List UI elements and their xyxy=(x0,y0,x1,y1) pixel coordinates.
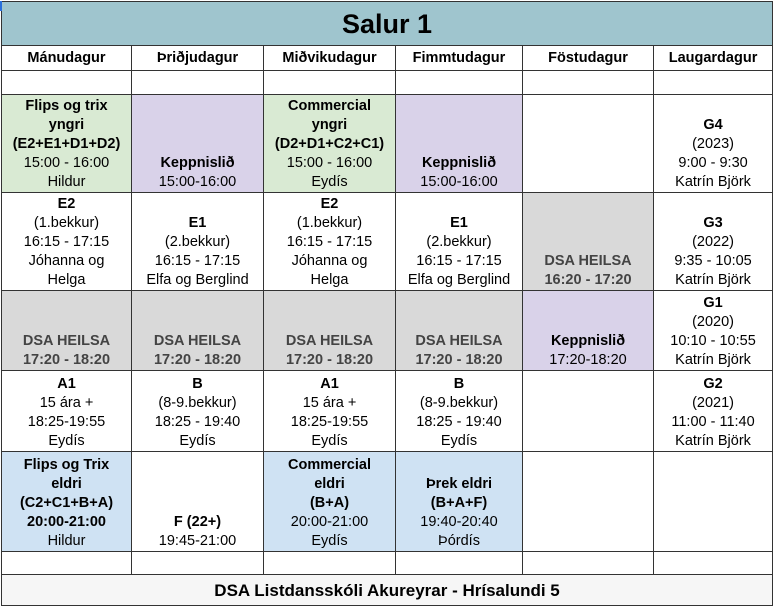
cell-line: G4 xyxy=(703,117,723,133)
empty-cell xyxy=(132,552,264,575)
spacer-row xyxy=(2,71,773,95)
cell-line: Helga xyxy=(47,272,86,288)
class-cell xyxy=(523,452,654,552)
day-header-tuesday: Þriðjudagur xyxy=(132,46,264,71)
footer-address: DSA Listdansskóli Akureyrar - Hrísalundi 5 xyxy=(2,575,773,606)
day-header-friday: Föstudagur xyxy=(523,46,654,71)
day-header-monday: Mánudagur xyxy=(2,46,132,71)
cell-line: A1 xyxy=(57,376,76,392)
cell-line: 16:15 - 17:15 xyxy=(286,234,373,250)
cell-line: eldri xyxy=(51,476,82,492)
cell-line: Jóhanna og xyxy=(28,253,105,269)
class-cell xyxy=(264,452,396,552)
class-cell xyxy=(654,371,773,452)
class-cell xyxy=(523,95,654,193)
cell-line: (8-9.bekkur) xyxy=(158,395,237,411)
empty-cell xyxy=(523,552,654,575)
cell-line: 15:00 - 16:00 xyxy=(286,155,373,171)
cell-line: 9:35 - 10:05 xyxy=(674,253,752,269)
cell-line: G3 xyxy=(703,215,723,231)
cell-line: Katrín Björk xyxy=(675,272,751,288)
class-cell xyxy=(2,95,132,193)
cell-line: 18:25 - 19:40 xyxy=(416,414,502,430)
cell-line: (8-9.bekkur) xyxy=(419,395,499,411)
cell-line: (D2+D1+C2+C1) xyxy=(274,136,385,152)
cell-line: (2020) xyxy=(692,314,734,330)
cell-line: Keppnislið xyxy=(421,155,497,171)
cell-line: 17:20 - 18:20 xyxy=(22,352,111,368)
cell-line: 18:25 - 19:40 xyxy=(154,414,241,430)
schedule-sheet xyxy=(0,1,773,612)
cell-line: (2022) xyxy=(692,234,734,250)
empty-cell xyxy=(654,71,773,95)
schedule-row-4 xyxy=(2,371,773,452)
class-cell xyxy=(396,452,523,552)
class-cell xyxy=(396,193,523,291)
empty-cell xyxy=(654,552,773,575)
cell-line: Flips og Trix xyxy=(23,457,110,473)
cell-line: 18:25-19:55 xyxy=(27,414,106,430)
cell-line: 17:20 - 18:20 xyxy=(153,352,242,368)
class-cell xyxy=(2,452,132,552)
cell-line: E1 xyxy=(188,215,207,231)
cell-line: 17:20 - 18:20 xyxy=(415,352,503,368)
cell-line: 15:00 - 16:00 xyxy=(23,155,110,171)
class-cell xyxy=(2,371,132,452)
cell-line: Commercial xyxy=(287,98,371,114)
class-cell xyxy=(523,291,654,371)
schedule-row-3 xyxy=(2,291,773,371)
cell-line: 19:45-21:00 xyxy=(158,533,237,549)
cell-line: 17:20 - 18:20 xyxy=(285,352,374,368)
cell-line: 16:20 - 17:20 xyxy=(544,272,632,288)
cell-line: Katrín Björk xyxy=(675,352,751,368)
class-cell xyxy=(132,452,264,552)
day-header-wednesday: Miðvikudagur xyxy=(264,46,396,71)
schedule-row-5 xyxy=(2,452,773,552)
cell-line: Hildur xyxy=(47,533,86,549)
spacer-row-bottom xyxy=(2,552,773,575)
empty-cell xyxy=(396,552,523,575)
cell-line: 11:00 - 11:40 xyxy=(671,414,755,430)
cell-line: eldri xyxy=(314,476,345,492)
schedule-row-2 xyxy=(2,193,773,291)
class-cell xyxy=(654,95,773,193)
cell-line: E2 xyxy=(57,196,76,212)
cell-line: DSA HEILSA xyxy=(285,333,374,349)
cell-line: (2.bekkur) xyxy=(426,234,492,250)
class-cell xyxy=(132,291,264,371)
empty-cell xyxy=(132,71,264,95)
cell-line: (B+A) xyxy=(309,495,350,511)
class-cell xyxy=(523,371,654,452)
cell-line: (2.bekkur) xyxy=(164,234,231,250)
empty-cell xyxy=(2,552,132,575)
cell-line: (C2+C1+B+A) xyxy=(19,495,114,511)
class-cell xyxy=(132,193,264,291)
cell-line: Katrín Björk xyxy=(675,433,751,449)
cell-line: F (22+) xyxy=(173,514,222,530)
empty-cell xyxy=(2,71,132,95)
cell-line: B xyxy=(453,376,465,392)
cell-line: B xyxy=(192,376,203,392)
cell-line: (1.bekkur) xyxy=(33,215,100,231)
cell-line: 15:00-16:00 xyxy=(158,174,237,190)
class-cell xyxy=(654,452,773,552)
day-header-thursday: Fimmtudagur xyxy=(396,46,523,71)
page-title: Salur 1 xyxy=(2,2,773,46)
cell-line: (1.bekkur) xyxy=(296,215,363,231)
cell-line: 20:00-21:00 xyxy=(27,514,106,530)
cell-line: Jóhanna og xyxy=(291,253,368,269)
class-cell xyxy=(132,95,264,193)
empty-cell xyxy=(523,71,654,95)
class-cell xyxy=(396,371,523,452)
cell-line: Flips og trix xyxy=(25,98,108,114)
class-cell xyxy=(264,95,396,193)
empty-cell xyxy=(264,71,396,95)
cell-line: Eydís xyxy=(311,433,348,449)
class-cell xyxy=(264,291,396,371)
class-cell xyxy=(264,193,396,291)
class-cell xyxy=(264,371,396,452)
cell-line: Þrek eldri xyxy=(425,476,493,492)
cell-line: Þórdís xyxy=(438,533,480,549)
cell-line: DSA HEILSA xyxy=(22,333,111,349)
class-cell xyxy=(2,193,132,291)
cell-line: DSA HEILSA xyxy=(153,333,242,349)
cell-line: 9:00 - 9:30 xyxy=(678,155,748,171)
cell-line: Hildur xyxy=(47,174,86,190)
cell-line: G1 xyxy=(703,295,723,311)
cell-line: yngri xyxy=(311,117,348,133)
class-cell xyxy=(396,291,523,371)
class-cell xyxy=(396,95,523,193)
cell-line: 17:20-18:20 xyxy=(549,352,627,368)
schedule-row-1 xyxy=(2,95,773,193)
cell-line: Keppnislið xyxy=(550,333,626,349)
cell-line: 20:00-21:00 xyxy=(290,514,369,530)
cell-line: Elfa og Berglind xyxy=(146,272,249,288)
cell-line: Eydís xyxy=(48,433,85,449)
empty-cell xyxy=(264,552,396,575)
cell-line: 15:00-16:00 xyxy=(420,174,498,190)
cell-line: Eydís xyxy=(440,433,478,449)
cell-line: DSA HEILSA xyxy=(415,333,503,349)
cell-line: (2021) xyxy=(692,395,734,411)
cell-line: (2023) xyxy=(692,136,734,152)
cell-line: 16:15 - 17:15 xyxy=(416,253,502,269)
cell-line: E2 xyxy=(320,196,339,212)
cell-line: 15 ára + xyxy=(302,395,357,411)
cell-line: Eydís xyxy=(311,533,348,549)
cell-line: 15 ára + xyxy=(39,395,94,411)
class-cell xyxy=(523,193,654,291)
cell-line: Keppnislið xyxy=(160,155,235,171)
schedule-table xyxy=(1,1,773,606)
cell-line: yngri xyxy=(48,117,85,133)
class-cell xyxy=(132,371,264,452)
cell-line: 19:40-20:40 xyxy=(420,514,498,530)
cell-line: Commercial xyxy=(287,457,371,473)
cell-line: 10:10 - 10:55 xyxy=(670,333,756,349)
cell-line: DSA HEILSA xyxy=(544,253,632,269)
cell-line: Eydís xyxy=(311,174,348,190)
empty-cell xyxy=(396,71,523,95)
cell-line: 18:25-19:55 xyxy=(290,414,369,430)
cell-line: E1 xyxy=(450,215,468,231)
cell-line: Helga xyxy=(310,272,349,288)
cell-line: Elfa og Berglind xyxy=(407,272,511,288)
cell-line: Katrín Björk xyxy=(675,174,751,190)
cell-line: (B+A+F) xyxy=(430,495,488,511)
cell-line: A1 xyxy=(320,376,339,392)
cell-line: (E2+E1+D1+D2) xyxy=(12,136,121,152)
cell-line: G2 xyxy=(703,376,723,392)
cell-line: 16:15 - 17:15 xyxy=(154,253,241,269)
class-cell xyxy=(654,291,773,371)
day-header-saturday: Laugardagur xyxy=(654,46,773,71)
selection-edge-marker xyxy=(0,1,2,11)
cell-line: 16:15 - 17:15 xyxy=(23,234,110,250)
class-cell xyxy=(2,291,132,371)
class-cell xyxy=(654,193,773,291)
cell-line: Eydís xyxy=(179,433,216,449)
